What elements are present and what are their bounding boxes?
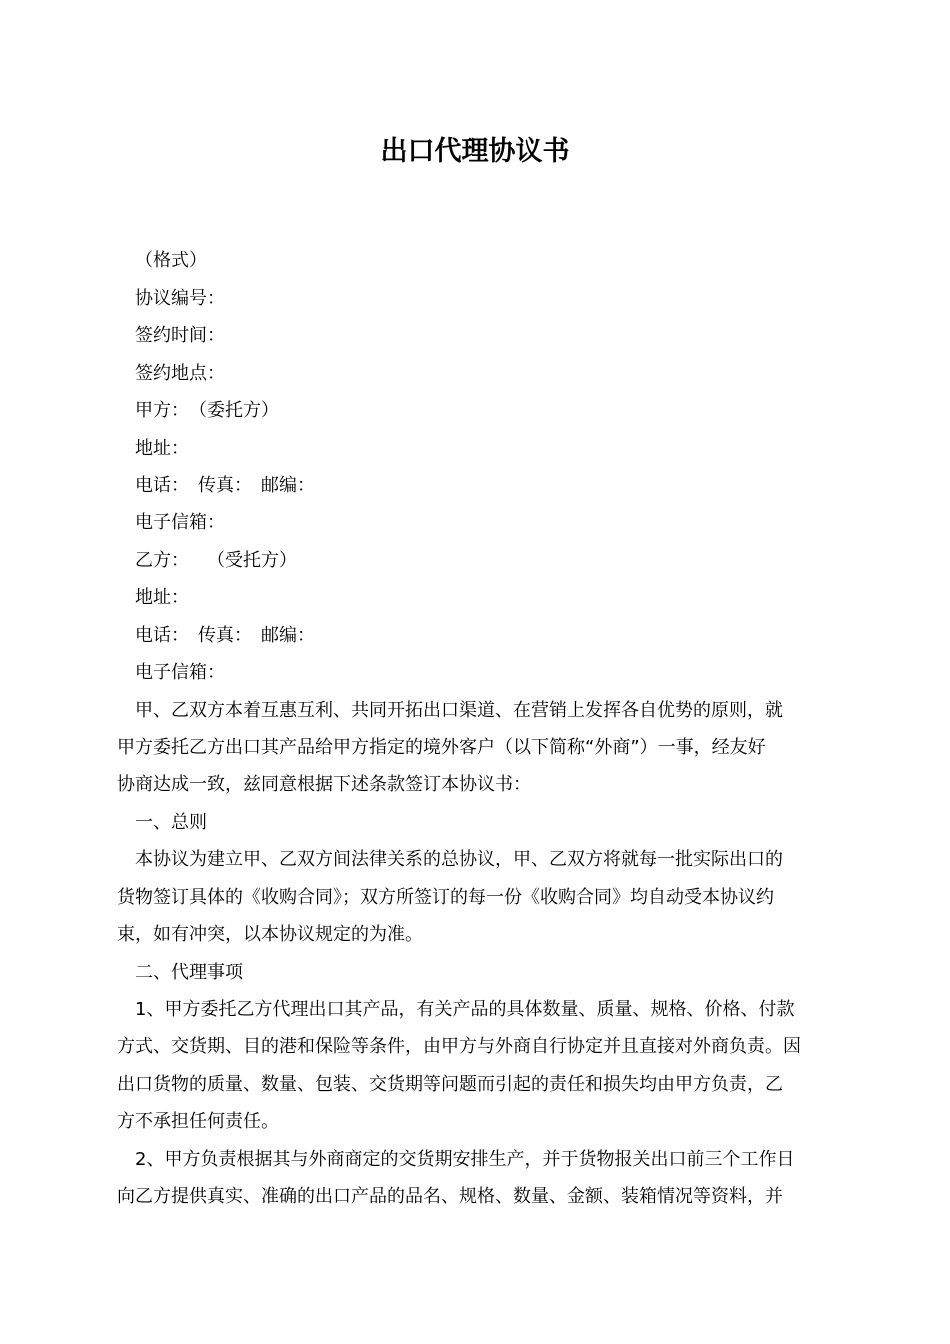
item2-line: 向乙方提供真实、准确的出口产品的品名、规格、数量、金额、装箱情况等资料，并: [117, 1186, 783, 1207]
party-a-address-field: 地址：: [135, 438, 189, 459]
agreement-number-field: 协议编号：: [135, 288, 225, 309]
item1-line: 出口货物的质量、数量、包装、交货期等问题而引起的责任和损失均由甲方负责，乙: [117, 1074, 783, 1095]
section-heading-agency: 二、代理事项: [135, 962, 243, 983]
sign-place-field: 签约地点：: [135, 363, 225, 384]
item1-line: 方式、交货期、目的港和保险等条件，由甲方与外商自行协定并且直接对外商负责。因: [117, 1036, 801, 1057]
preamble-line: 甲方委托乙方出口其产品给甲方指定的境外客户（以下简称“外商”）一事，经友好: [117, 737, 766, 758]
section1-line: 束，如有冲突，以本协议规定的为准。: [117, 924, 423, 945]
section1-line: 货物签订具体的《收购合同》；双方所签订的每一份《收购合同》均自动受本协议约: [117, 887, 774, 908]
party-a-field: 甲方： （委托方）: [135, 400, 279, 421]
item1-line: 方不承担任何责任。: [117, 1111, 279, 1132]
format-note: （格式）: [135, 250, 207, 271]
preamble-line: 协商达成一致，兹同意根据下述条款签订本协议书：: [117, 774, 531, 795]
party-b-field: 乙方： （受托方）: [135, 550, 297, 571]
section-heading-general: 一、总则: [135, 812, 207, 833]
item2-line: 2、甲方负责根据其与外商商定的交货期安排生产，并于货物报关出口前三个工作日: [135, 1149, 795, 1170]
document-title: 出口代理协议书: [380, 136, 570, 167]
item1-line: 1、甲方委托乙方代理出口其产品，有关产品的具体数量、质量、规格、价格、付款: [135, 999, 795, 1020]
party-a-email-field: 电子信箱：: [135, 512, 225, 533]
party-a-contact-field: 电话： 传真： 邮编：: [135, 475, 315, 496]
party-b-contact-field: 电话： 传真： 邮编：: [135, 625, 315, 646]
preamble-line: 甲、乙双方本着互惠互利、共同开拓出口渠道、在营销上发挥各自优势的原则，就: [135, 700, 783, 721]
section1-line: 本协议为建立甲、乙双方间法律关系的总协议，甲、乙双方将就每一批实际出口的: [135, 849, 783, 870]
sign-time-field: 签约时间：: [135, 325, 225, 346]
party-b-email-field: 电子信箱：: [135, 662, 225, 683]
party-b-address-field: 地址：: [135, 587, 189, 608]
